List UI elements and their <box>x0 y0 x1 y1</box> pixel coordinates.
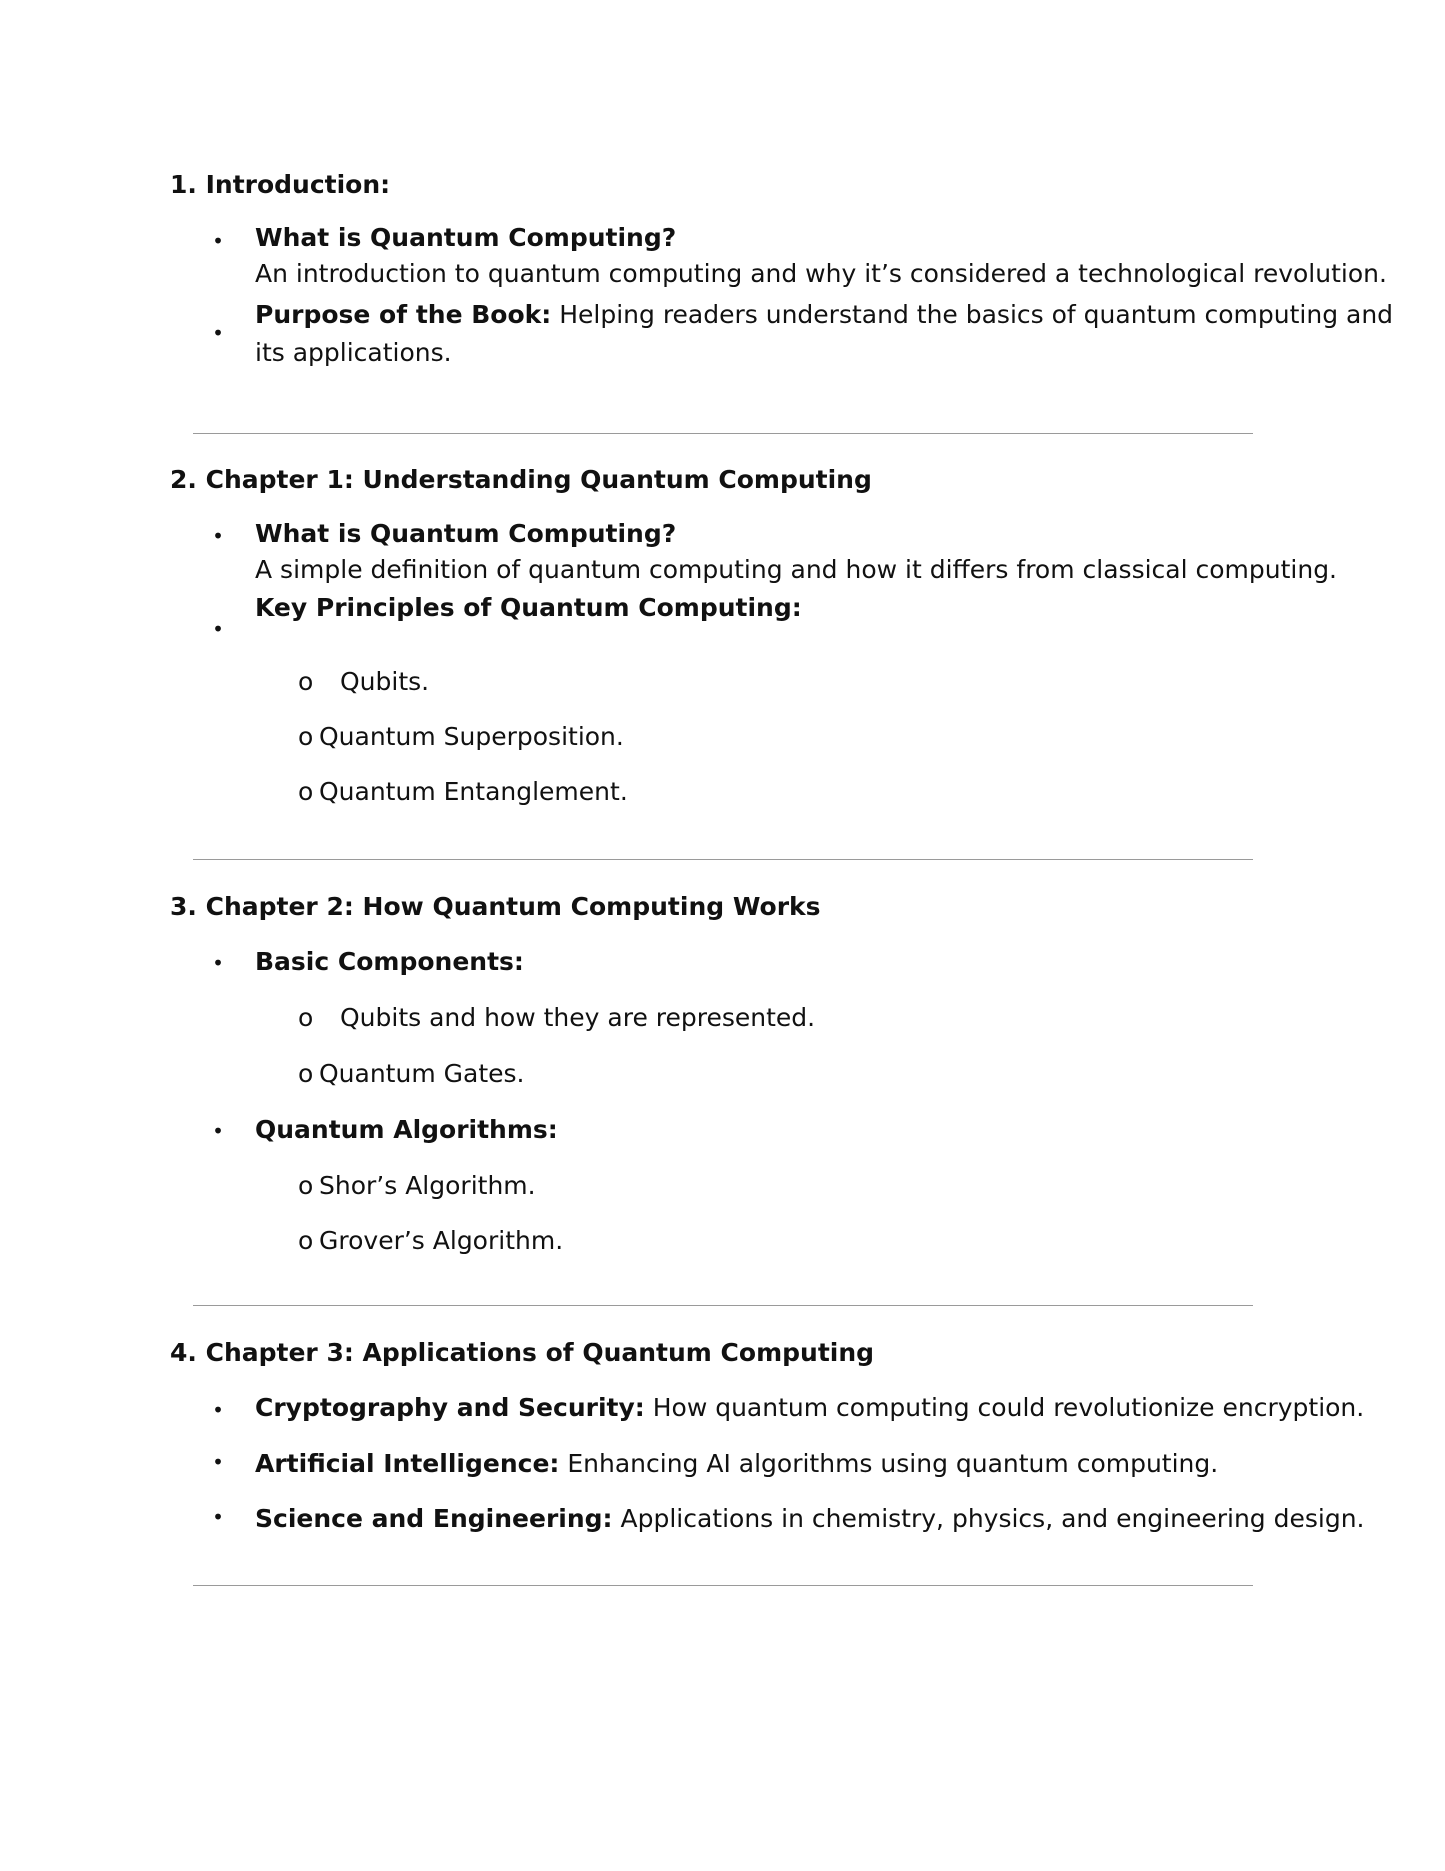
section-divider <box>193 1305 1253 1306</box>
sub-list-item: o Quantum Gates. <box>298 1059 525 1088</box>
sub-list-item: o Qubits. <box>298 667 430 696</box>
item-title: What is Quantum Computing? <box>255 519 677 548</box>
sub-list-item: o Grover’s Algorithm. <box>298 1226 564 1255</box>
bullet: • <box>212 951 224 975</box>
item-description: An introduction to quantum computing and why it’s considered a technological revolution. <box>255 259 1387 288</box>
sub-list-item: o Qubits and how they are represented. <box>298 1003 816 1032</box>
section-heading-introduction: 1. Introduction: <box>170 170 391 199</box>
list-item-continuation: its applications. <box>255 338 452 367</box>
list-item: Artificial Intelligence: Enhancing AI algorithms using quantum computing. <box>255 1449 1219 1478</box>
section-heading-chapter-1: 2. Chapter 1: Understanding Quantum Computing <box>170 465 872 494</box>
list-item: Purpose of the Book: Helping readers understand the basics of quantum computing and <box>255 300 1394 329</box>
item-title: What is Quantum Computing? <box>255 223 677 252</box>
bullet: • <box>212 1119 224 1143</box>
bullet: • <box>212 617 224 641</box>
bullet: • <box>212 229 224 253</box>
item-title: Key Principles of Quantum Computing: <box>255 593 802 622</box>
sub-list-item: o Quantum Entanglement. <box>298 777 628 806</box>
bullet: • <box>212 1398 224 1422</box>
section-divider <box>193 433 1253 434</box>
bullet: • <box>212 1450 224 1474</box>
sub-list-item: o Quantum Superposition. <box>298 722 624 751</box>
section-heading-chapter-2: 3. Chapter 2: How Quantum Computing Works <box>170 892 821 921</box>
section-divider <box>193 859 1253 860</box>
item-title: Basic Components: <box>255 947 524 976</box>
bullet: • <box>212 524 224 548</box>
section-divider <box>193 1585 1253 1586</box>
list-item: Science and Engineering: Applications in chemistry, physics, and engineering design. <box>255 1504 1365 1533</box>
bullet: • <box>212 321 224 345</box>
item-title: Quantum Algorithms: <box>255 1115 558 1144</box>
list-item: Cryptography and Security: How quantum computing could revolutionize encryption. <box>255 1393 1365 1422</box>
section-heading-chapter-3: 4. Chapter 3: Applications of Quantum Computing <box>170 1338 875 1367</box>
item-description: A simple definition of quantum computing and how it differs from classical computing. <box>255 555 1338 584</box>
bullet: • <box>212 1505 224 1529</box>
sub-list-item: o Shor’s Algorithm. <box>298 1171 536 1200</box>
